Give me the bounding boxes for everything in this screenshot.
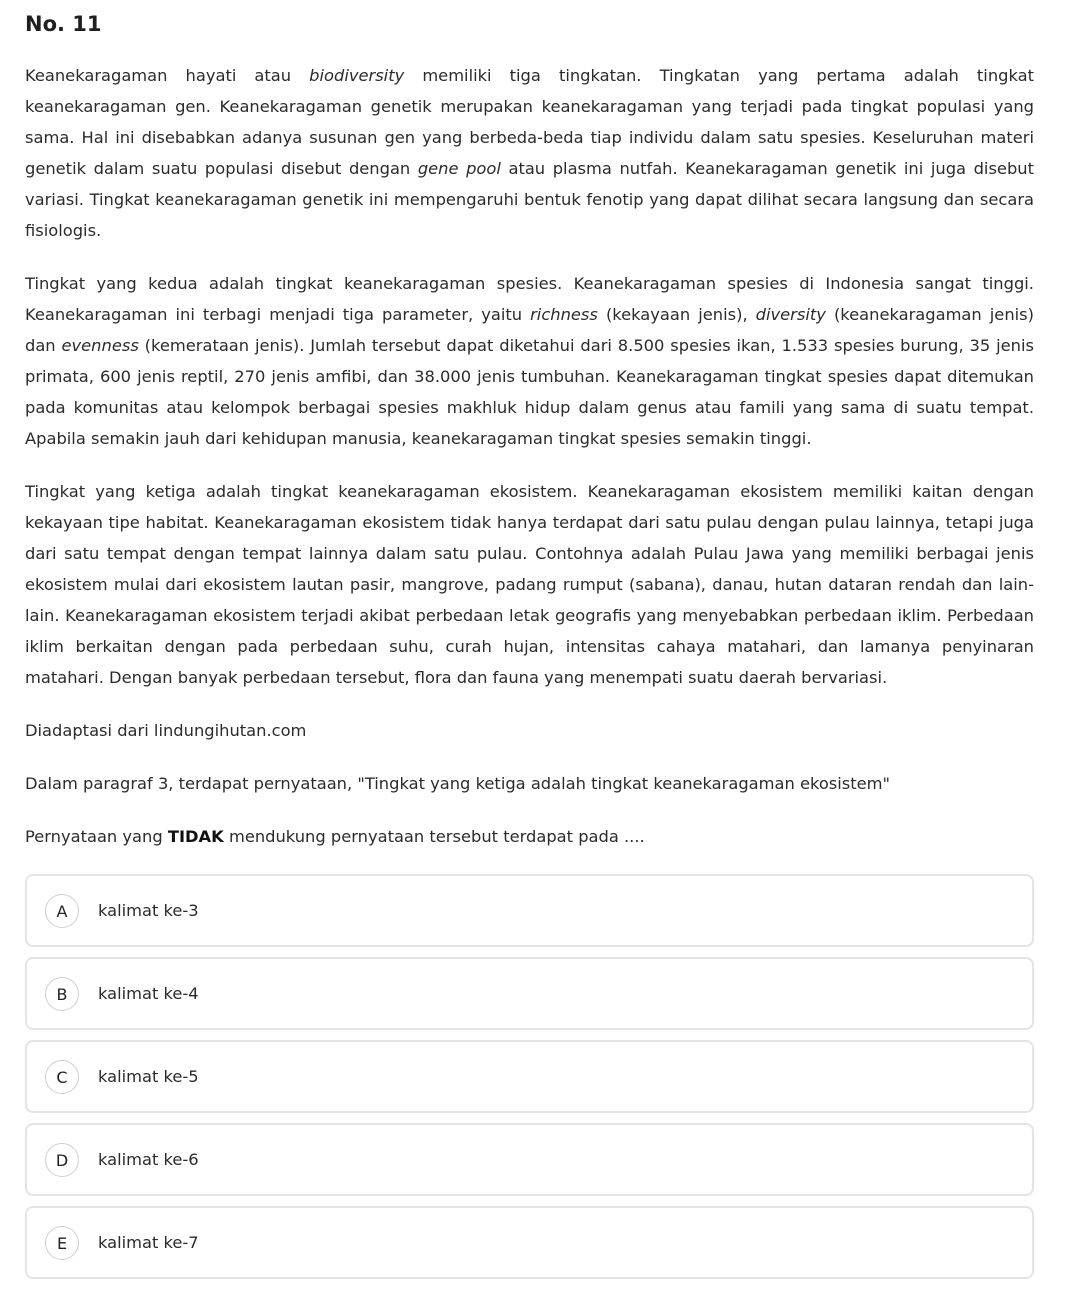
prompt-text-after: mendukung pernyataan tersebut terdapat pada ....	[223, 827, 645, 846]
prompt-text-before: Pernyataan yang	[25, 827, 168, 846]
option-a[interactable]	[25, 874, 1034, 947]
paragraph-text: Keanekaragaman hayati atau	[25, 66, 310, 85]
prompt-emphasis: TIDAK	[167, 827, 224, 846]
paragraph-text: atau plasma nutfah. Keanekaragaman genetik ini juga disebut variasi. Tingkat keanekaragaman genetik ini mempengaruhi bentuk fenotip yang dapat dilihat secara langsung dan secara fisiologis.	[25, 159, 1034, 240]
paragraph-text: (kemerataan jenis). Jumlah tersebut dapat diketahui dari 8.500 spesies ikan, 1.533 spesies burung, 35 jenis primata, 600 jenis reptil, 270 jenis amfibi, dan 38.000 jenis tumbuhan. Keanekaragaman tingkat spesies dapat ditemukan pada komunitas atau kelompok berbagai spesies makhluk hidup dalam genus atau famili yang sama di suatu tempat. Apabila semakin jauh dari kehidupan manusia, keanekaragaman tingkat spesies semakin tinggi.	[25, 336, 1034, 448]
paragraph-text: Tingkat yang ketiga adalah tingkat keanekaragaman ekosistem. Keanekaragaman ekosistem memiliki kaitan dengan kekayaan tipe habitat. Keanekaragaman ekosistem tidak hanya terdapat dari satu pulau dengan pulau lainnya, tetapi juga dari satu tempat dengan tempat lainnya dalam satu pulau. Contohnya adalah Pulau Jawa yang memiliki berbagai jenis ekosistem mulai dari ekosistem lautan pasir, mangrove, padang rumput (sabana), danau, hutan dataran rendah dan lain-lain. Keanekaragaman ekosistem terjadi akibat perbedaan letak geografis yang menyebabkan perbedaan iklim. Perbedaan iklim berkaitan dengan pada perbedaan suhu, curah hujan, intensitas cahaya matahari, dan lamanya penyinaran matahari. Dengan banyak perbedaan tersebut, flora dan fauna yang menempati suatu daerah bervariasi.	[25, 482, 1034, 687]
italic-term: gene pool	[417, 159, 501, 178]
option-letter: A	[45, 894, 79, 928]
option-text: kalimat ke-7	[98, 1233, 199, 1252]
option-text: kalimat ke-6	[98, 1150, 199, 1169]
option-letter: B	[45, 977, 79, 1011]
paragraph-text: (kekayaan jenis),	[597, 305, 756, 324]
answer-options	[25, 874, 1034, 1279]
paragraph-text: Tingkat yang kedua adalah tingkat keanekaragaman spesies. Keanekaragaman spesies di Indonesia sangat tinggi. Keanekaragaman ini terbagi menjadi tiga parameter, yaitu	[25, 274, 1034, 324]
passage-paragraph-3	[25, 476, 1034, 693]
question-number: No. 11	[25, 12, 102, 36]
option-b[interactable]	[25, 957, 1034, 1030]
italic-term: diversity	[755, 305, 826, 324]
passage-paragraph-2	[25, 268, 1034, 454]
option-letter: E	[45, 1226, 79, 1260]
option-text: kalimat ke-5	[98, 1067, 199, 1086]
paragraph-text: memiliki tiga tingkatan. Tingkatan yang pertama adalah tingkat keanekaragaman gen. Keanekaragaman genetik merupakan keanekaragaman yang terjadi pada tingkat populasi yang sama. Hal ini disebabkan adanya susunan gen yang berbeda-beda tiap individu dalam satu spesies. Keseluruhan materi genetik dalam suatu populasi disebut dengan	[25, 66, 1034, 178]
question-container	[25, 0, 1034, 1289]
option-c[interactable]	[25, 1040, 1034, 1113]
passage-source: Diadaptasi dari lindungihutan.com	[25, 721, 307, 740]
question-prompt	[25, 821, 1034, 852]
option-e[interactable]	[25, 1206, 1034, 1279]
italic-term: richness	[530, 305, 598, 324]
option-letter: D	[45, 1143, 79, 1177]
option-d[interactable]	[25, 1123, 1034, 1196]
option-letter: C	[45, 1060, 79, 1094]
italic-term: biodiversity	[309, 66, 405, 85]
passage-paragraph-1	[25, 60, 1034, 246]
paragraph-text: (keanekaragaman jenis) dan	[25, 305, 1034, 355]
option-text: kalimat ke-3	[98, 901, 199, 920]
option-text: kalimat ke-4	[98, 984, 199, 1003]
italic-term: evenness	[61, 336, 139, 355]
question-statement: Dalam paragraf 3, terdapat pernyataan, "Tingkat yang ketiga adalah tingkat keanekaragaman ekosistem"	[25, 774, 891, 793]
